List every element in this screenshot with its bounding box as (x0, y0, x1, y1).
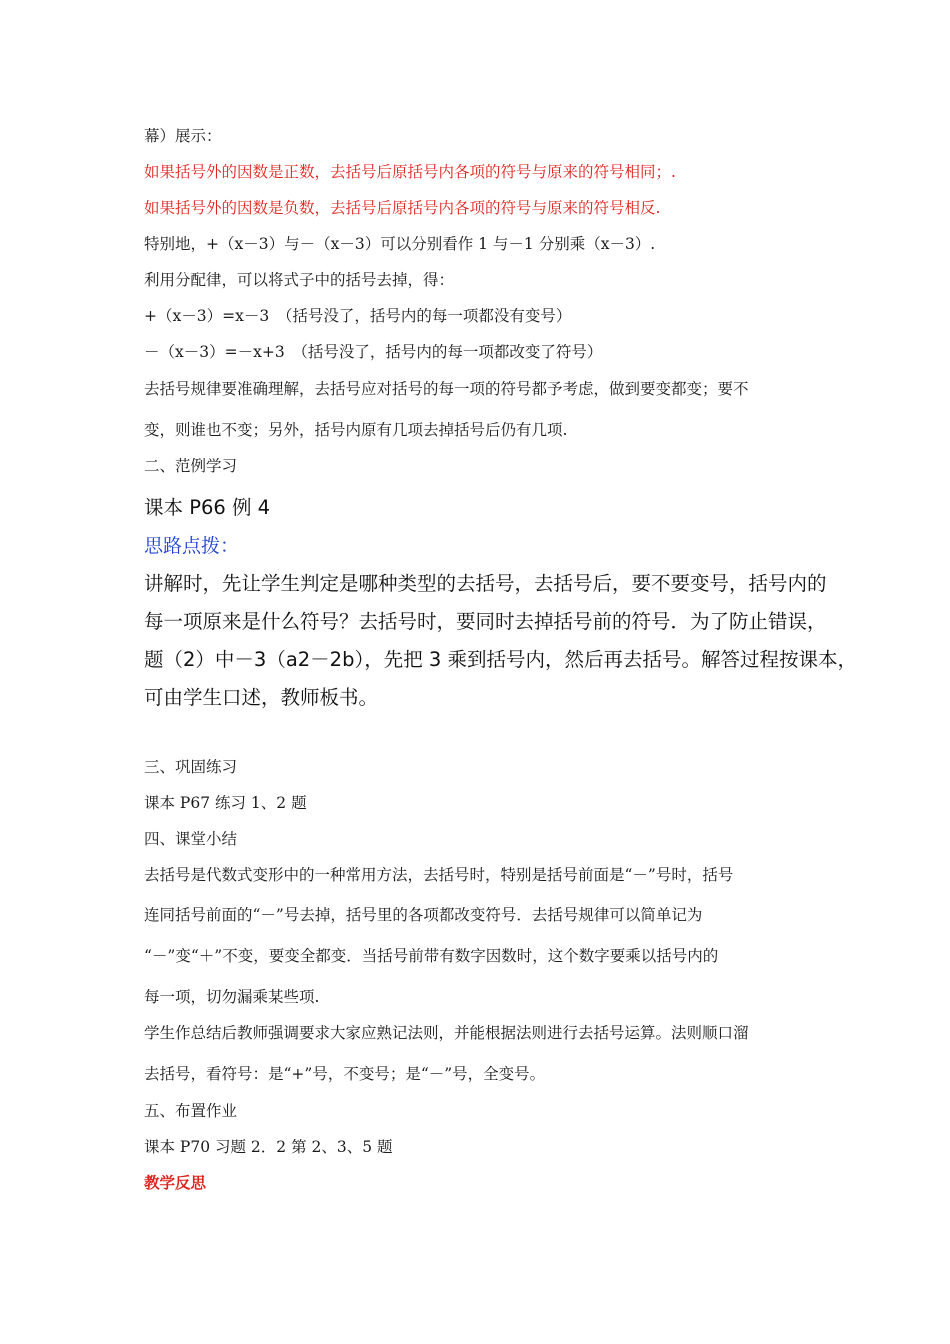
hint-text-line: 每一项原来是什么符号？去括号时，要同时去掉括号前的符号．为了防止错误， (144, 610, 827, 633)
hint-text-line: 可由学生口述，教师板书。 (144, 686, 379, 709)
section-heading: 五、布置作业 (144, 1102, 238, 1120)
reflection-heading: 教学反思 (144, 1173, 207, 1192)
text-line: 变，则谁也不变；另外，括号内原有几项去掉括号后仍有几项. (144, 421, 568, 439)
text-line: 特别地，+（x－3）与－（x－3）可以分别看作 1 与－1 分别乘（x－3）. (144, 235, 656, 253)
section-heading: 二、范例学习 (144, 457, 238, 475)
summary-line: 每一项，切勿漏乘某些项. (144, 988, 320, 1006)
text-line: 课本 P67 练习 1、2 题 (144, 794, 307, 812)
formula-line: －（x－3）=－x+3 （括号没了，括号内的每一项都改变了符号） (144, 343, 603, 361)
textbook-example-heading: 课本 P66 例 4 (144, 496, 271, 519)
text-line: 利用分配律，可以将式子中的括号去掉，得： (144, 271, 455, 289)
section-heading: 三、巩固练习 (144, 758, 238, 776)
hint-text-line: 讲解时，先让学生判定是哪种类型的去括号，去括号后，要不要变号，括号内的 (144, 572, 827, 595)
section-heading: 四、课堂小结 (144, 830, 238, 848)
text-line: 去括号规律要准确理解，去括号应对括号的每一项的符号都予考虑，做到要变都变；要不 (144, 380, 749, 398)
summary-line: 去括号，看符号：是“+”号，不变号；是“－”号，全变号。 (144, 1065, 546, 1083)
hint-text-line: 题（2）中－3（a2－2b），先把 3 乘到括号内，然后再去括号。解答过程按课本， (144, 648, 858, 671)
summary-line: 去括号是代数式变形中的一种常用方法，去括号时，特别是括号前面是“－”号时，括号 (144, 866, 734, 884)
summary-line: 连同括号前面的“－”号去掉，括号里的各项都改变符号．去括号规律可以简单记为 (144, 906, 703, 924)
rule-positive-factor: 如果括号外的因数是正数，去括号后原括号内各项的符号与原来的符号相同；. (144, 163, 676, 181)
text-line: 课本 P70 习题 2．2 第 2、3、5 题 (144, 1138, 393, 1156)
text-line: 幕）展示： (144, 127, 222, 145)
rule-negative-factor: 如果括号外的因数是负数，去括号后原括号内各项的符号与原来的符号相反. (144, 199, 661, 217)
formula-line: +（x－3）=x－3 （括号没了，括号内的每一项都没有变号） (144, 307, 572, 325)
summary-line: “－”变“＋”不变，要变全都变．当括号前带有数字因数时，这个数字要乘以括号内的 (144, 947, 719, 965)
summary-line: 学生作总结后教师强调要求大家应熟记法则，并能根据法则进行去括号运算。法则顺口溜 (144, 1024, 749, 1042)
hint-heading: 思路点拨： (144, 535, 240, 557)
